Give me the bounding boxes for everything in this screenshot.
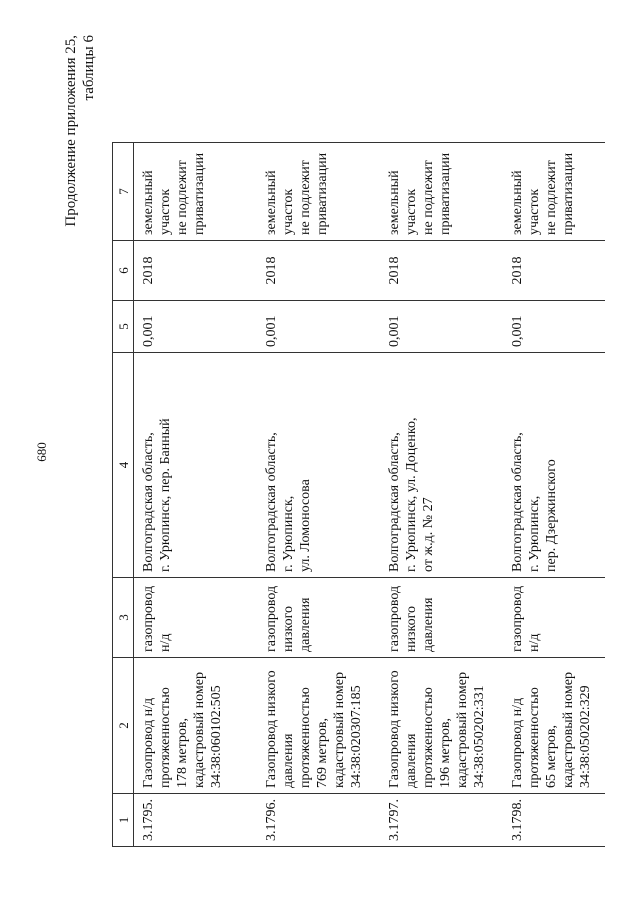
column-header: 4 [113, 353, 134, 578]
table-body [134, 143, 606, 847]
object-type-line: давления [298, 597, 313, 652]
object-name-line: Газопровод низкого [264, 670, 279, 788]
row-number: 3.1798. [503, 794, 605, 847]
header-row [113, 143, 134, 847]
column-header: 6 [113, 241, 134, 301]
land-status-line: приватизации [315, 152, 330, 235]
land-status [503, 143, 605, 241]
object-name-line: кадастровый номер [561, 672, 576, 788]
land-status-line: земельный [387, 170, 402, 235]
object-name-line: 196 метров, [438, 718, 453, 788]
object-type [134, 578, 258, 658]
object-name-line: протяженностью [158, 687, 173, 788]
column-header: 3 [113, 578, 134, 658]
object-name-line: 34:38:020307:185 [349, 685, 364, 788]
land-status-line: участок [158, 188, 173, 235]
object-address-line: Волгоградская область, [510, 432, 525, 572]
year-value: 2018 [503, 241, 605, 301]
row-number: 3.1797. [380, 794, 503, 847]
object-type-line: н/д [158, 633, 173, 652]
object-address-line: Волгоградская область, [141, 432, 156, 572]
object-name-line: кадастровый номер [192, 672, 207, 788]
year-value: 2018 [257, 241, 380, 301]
land-status-line: приватизации [192, 152, 207, 235]
object-type-line: газопровод [387, 585, 402, 652]
land-status-line: не подлежит [421, 160, 436, 235]
column-header: 1 [113, 794, 134, 847]
object-name-line: 769 метров, [315, 718, 330, 788]
object-type-line: газопровод [141, 585, 156, 652]
object-address [380, 353, 503, 578]
object-name-line: 34:38:060102:505 [209, 685, 224, 788]
object-address-line: г. Урюпинск, пер. Банный [158, 418, 173, 572]
land-status-line: приватизации [561, 152, 576, 235]
object-type [503, 578, 605, 658]
area-value: 0,001 [503, 301, 605, 353]
object-address [257, 353, 380, 578]
table-row [380, 143, 503, 847]
object-name-line: протяженностью [421, 687, 436, 788]
land-status-line: земельный [264, 170, 279, 235]
object-name [380, 658, 503, 794]
object-address-line: ул. Ломоносова [298, 479, 313, 572]
land-status-line: участок [527, 188, 542, 235]
object-type-line: низкого [404, 606, 419, 652]
land-status-line: земельный [510, 170, 525, 235]
registry-table [112, 142, 605, 847]
object-name-line: Газопровод н/д [510, 697, 525, 788]
object-type [257, 578, 380, 658]
object-type-line: газопровод [264, 585, 279, 652]
land-status [257, 143, 380, 241]
object-type-line: н/д [527, 633, 542, 652]
object-type [380, 578, 503, 658]
object-name-line: 65 метров, [544, 725, 559, 788]
land-status-line: земельный [141, 170, 156, 235]
table-row [134, 143, 258, 847]
object-address [134, 353, 258, 578]
object-type-line: газопровод [510, 585, 525, 652]
continuation-line-1: Продолжение приложения 25, [63, 35, 79, 227]
object-name-line: Газопровод низкого [387, 670, 402, 788]
continuation-line-2: таблицы 6 [81, 35, 97, 101]
area-value: 0,001 [257, 301, 380, 353]
object-address-line: пер. Дзержинского [544, 459, 559, 572]
object-address-line: г. Урюпинск, [527, 495, 542, 572]
object-name-line: кадастровый номер [455, 672, 470, 788]
object-name-line: 34:38:050202:329 [578, 685, 593, 788]
object-name-line: протяженностью [527, 687, 542, 788]
area-value: 0,001 [380, 301, 503, 353]
object-name [257, 658, 380, 794]
table-row [503, 143, 605, 847]
object-type-line: низкого [281, 606, 296, 652]
year-value: 2018 [380, 241, 503, 301]
object-name [503, 658, 605, 794]
row-number: 3.1796. [257, 794, 380, 847]
column-header: 2 [113, 658, 134, 794]
object-address-line: г. Урюпинск, ул. Доценко, [404, 417, 419, 572]
land-status-line: не подлежит [175, 160, 190, 235]
object-name-line: 178 метров, [175, 718, 190, 788]
land-status-line: приватизации [438, 152, 453, 235]
object-name-line: давления [281, 733, 296, 788]
column-header: 5 [113, 301, 134, 353]
object-address [503, 353, 605, 578]
continuation-note [62, 35, 98, 375]
land-status [380, 143, 503, 241]
object-name-line: протяженностью [298, 687, 313, 788]
land-status-line: участок [281, 188, 296, 235]
object-address-line: г. Урюпинск, [281, 495, 296, 572]
object-address-line: от ж.д. № 27 [421, 497, 436, 572]
column-header: 7 [113, 143, 134, 241]
object-type-line: давления [421, 597, 436, 652]
row-number: 3.1795. [134, 794, 258, 847]
year-value: 2018 [134, 241, 258, 301]
object-name [134, 658, 258, 794]
land-status-line: не подлежит [298, 160, 313, 235]
object-name-line: давления [404, 733, 419, 788]
object-address-line: Волгоградская область, [264, 432, 279, 572]
land-status [134, 143, 258, 241]
object-name-line: кадастровый номер [332, 672, 347, 788]
area-value: 0,001 [134, 301, 258, 353]
object-address-line: Волгоградская область, [387, 432, 402, 572]
object-name-line: 34:38:050202:331 [472, 685, 487, 788]
page-number: 680 [34, 442, 49, 462]
object-name-line: Газопровод н/д [141, 697, 156, 788]
table-row [257, 143, 380, 847]
land-status-line: не подлежит [544, 160, 559, 235]
land-status-line: участок [404, 188, 419, 235]
